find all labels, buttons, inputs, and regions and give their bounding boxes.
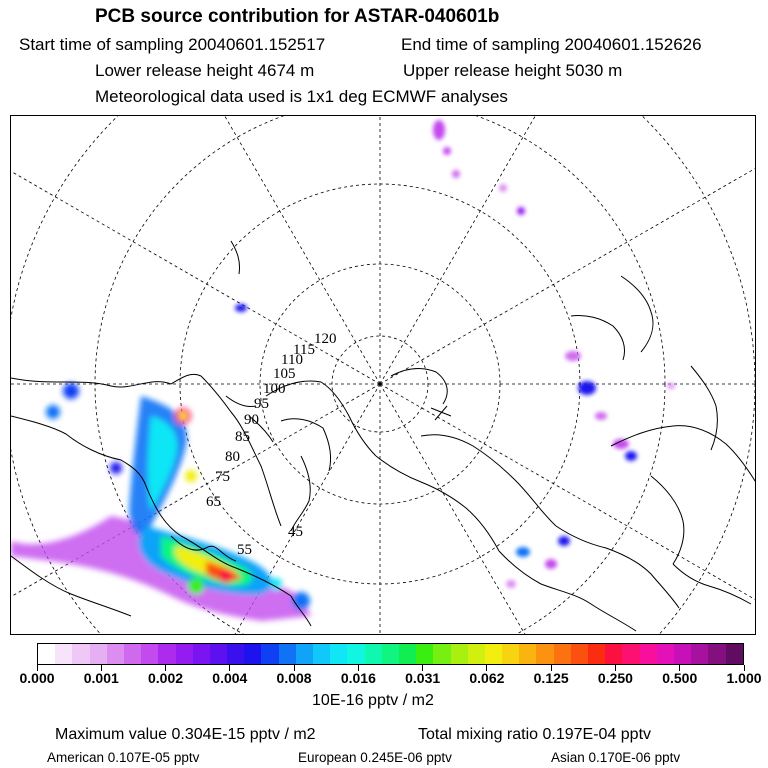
map-label: 105 [273,366,296,382]
asian-contribution: Asian 0.170E-06 pptv [551,750,681,765]
colorbar-tick-label: 0.001 [83,670,119,686]
map-label: 75 [215,469,230,485]
start-time: Start time of sampling 20040601.152517 [19,35,326,54]
figure-title: PCB source contribution for ASTAR-040601b [95,6,500,27]
map-label: 55 [237,542,252,558]
colorbar-tick-label: 0.500 [662,670,698,686]
map-label: 45 [288,524,303,540]
colorbar-tick-label: 1.000 [726,670,762,686]
colorbar-tick-label: 0.250 [597,670,633,686]
colorbar-tick-label: 0.125 [533,670,569,686]
colorbar-tick-label: 0.008 [276,670,312,686]
polar-map [10,115,756,635]
colorbar-tick-label: 0.062 [469,670,505,686]
upper-release-height: Upper release height 5030 m [403,61,623,80]
colorbar-tick-label: 0.016 [340,670,376,686]
map-label: 65 [206,494,221,510]
map-label: 115 [293,342,315,358]
lower-release-height: Lower release height 4674 m [95,61,315,80]
map-label: 120 [314,331,337,347]
map-canvas [11,116,756,635]
colorbar-tick-label: 0.002 [148,670,184,686]
map-label: 95 [254,396,269,412]
map-label: 80 [225,449,240,465]
colorbar-tick-label: 0.000 [19,670,55,686]
map-label: 110 [281,352,303,368]
european-contribution: European 0.245E-06 pptv [298,750,452,765]
met-data-note: Meteorological data used is 1x1 deg ECMWF analyses [95,87,508,106]
map-label: 85 [235,429,250,445]
american-contribution: American 0.107E-05 pptv [47,750,200,765]
total-mixing-ratio: Total mixing ratio 0.197E-04 pptv [418,726,652,743]
end-time: End time of sampling 20040601.152626 [401,35,702,54]
maximum-value: Maximum value 0.304E-15 pptv / m2 [55,726,316,743]
colorbar-units: 10E-16 pptv / m2 [312,692,434,709]
colorbar-tick-label: 0.004 [212,670,248,686]
map-label: 100 [263,381,286,397]
colorbar-tick-label: 0.031 [405,670,441,686]
map-label: 90 [244,412,259,428]
